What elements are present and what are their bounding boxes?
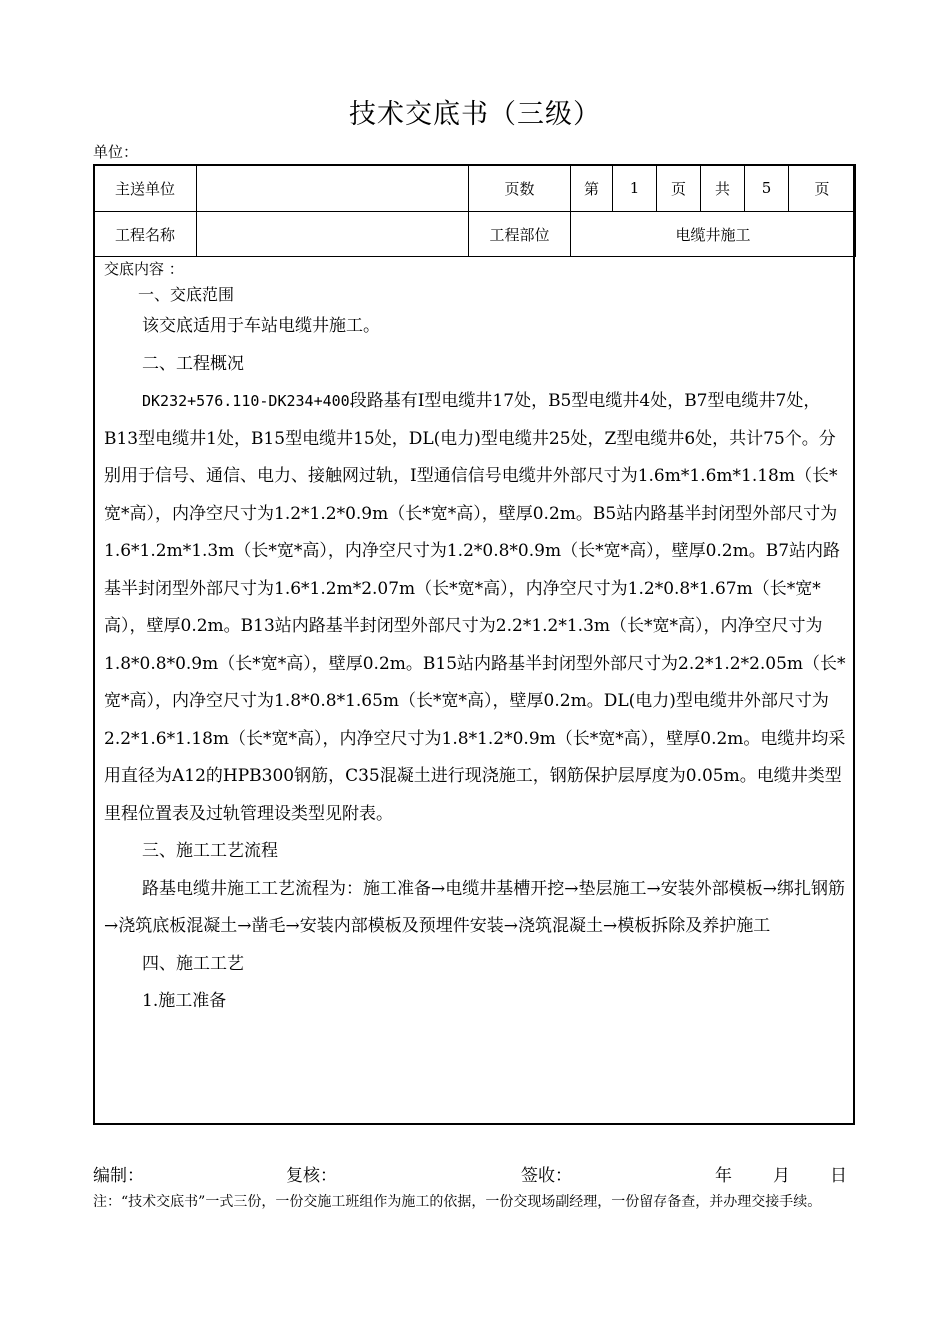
project-part-label: 工程部位 — [469, 212, 571, 257]
section-4-1-heading: 1.施工准备 — [142, 991, 227, 1011]
section-1-heading: 一、交底范围 — [138, 285, 235, 304]
send-unit-value — [197, 165, 469, 212]
compile-label: 编制： — [93, 1166, 144, 1186]
mileage-code: DK232+576.110-DK234+400 — [142, 392, 350, 410]
section-1-paragraph: 该交底适用于车站电缆井施工。 — [142, 316, 380, 336]
section-2-heading: 二、工程概况 — [142, 353, 244, 374]
header-table — [93, 164, 856, 257]
section-3-heading: 三、施工工艺流程 — [142, 841, 278, 861]
section-3-paragraph: 路基电缆井施工工艺流程为：施工准备→电缆井基槽开挖→垫层施工→安装外部模板→绑扎钢筋→浇筑底板混凝土→凿毛→安装内部模板及预埋件安装→浇筑混凝土→模板拆除及养护施工 — [104, 878, 845, 936]
overview-text: 段路基有Ⅰ型电缆井17处，B5型电缆井4处，B7型电缆井7处，B13型电缆井1处，B15型电缆井15处，DL(电力)型电缆井25处，Z型电缆井6处，共计75个。分别用于信号、通信、电力、接触网过轨，Ⅰ型通信信号电缆井外部尺寸为1.6m*1.6m*1.18m（长*宽*高），内净空尺寸为1.2*1.2*0.9m（长*宽*高），壁厚0.2m。B5站内路基半封闭型外部尺寸为1.6*1.2m*1.3m（长*宽*高），内净空尺寸为1.2*0.8*0.9m（长*宽*高），壁厚0.2m。B7站内路基半封闭型外部尺寸为1.6*1.2m*2.07m（长*宽*高），内净空尺寸为1.2*0.8*1.67m（长*宽*高），壁厚0.2m。B13站内路基半封闭型外部尺寸为2.2*1.2*1.3m（长*宽*高），内净空尺寸为1.8*0.8*0.9m（长*宽*高），壁厚0.2m。B15站内路基半封闭型外部尺寸为2.2*1.2*2.05m（长*宽*高），内净空尺寸为1.8*0.8*1.65m（长*宽*高），壁厚0.2m。DL(电力)型电缆井外部尺寸为2.2*1.6*1.18m（长*宽*高），内净空尺寸为1.8*1.2*0.9m（长*宽*高），壁厚0.2m。电缆井均采用直径为A12的HPB300钢筋，C35混凝土进行现浇施工，钢筋保护层厚度为0.05m。电缆井类型里程位置表及过轨管理设类型见附表。 — [104, 391, 846, 824]
document-title: 技术交底书（三级） — [349, 99, 601, 130]
section-4-heading: 四、施工工艺 — [142, 953, 244, 974]
disclosure-content — [104, 256, 848, 1021]
sign-label: 签收： — [521, 1166, 572, 1186]
month-label: 月 — [773, 1166, 790, 1186]
pages-label: 页数 — [469, 165, 571, 212]
review-label: 复核： — [286, 1166, 337, 1186]
year-label: 年 — [715, 1166, 732, 1186]
project-name-value — [197, 212, 469, 257]
send-unit-label: 主送单位 — [94, 165, 197, 212]
total-number: 5 — [745, 165, 789, 212]
project-name-label: 工程名称 — [94, 212, 197, 257]
page-number: 1 — [613, 165, 657, 212]
day-label: 日 — [830, 1166, 847, 1186]
content-label: 交底内容 ： — [104, 260, 184, 278]
footnote: 注：“技术交底书”一式三份，一份交施工班组作为施工的依据，一份交现场副经理，一份留存备查，并办理交接手续。 — [93, 1194, 822, 1210]
section-2-paragraph — [104, 383, 848, 833]
page-prefix: 第 — [571, 165, 613, 212]
page-unit: 页 — [657, 165, 701, 212]
unit-label: 单位： — [93, 143, 139, 161]
project-part-value: 电缆井施工 — [571, 212, 856, 257]
total-prefix: 共 — [701, 165, 745, 212]
total-unit: 页 — [789, 165, 856, 212]
